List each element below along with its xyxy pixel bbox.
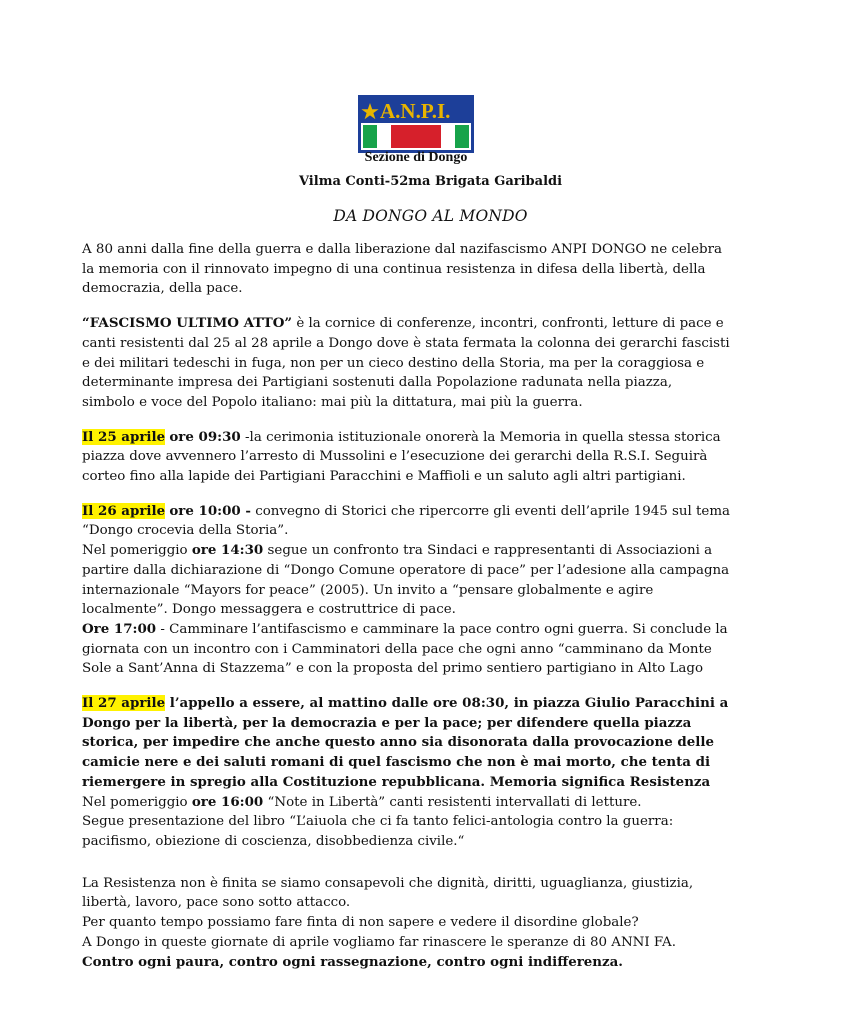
text-line: localmente”. Dongo messaggera e costruttrice di pace. [82,602,456,618]
text-line: determinante impresa dei Partigiani sostenuti dalla Popolazione radunata nella piazza, [82,375,673,391]
text-fragment: “Note in Libertà” canti resistenti intervallati di letture. [263,794,642,810]
text-line: corteo fino alla lapide dei Partigiani Paracchini e Maffioli e un saluto agli altri partigiani. [82,469,686,485]
intro-paragraph [82,240,792,299]
time-label: ore 14:30 [191,542,264,559]
text-line: giornata con un incontro con i Camminatori della pace che ogni anno “camminano da Monte [82,641,712,657]
text-line: storica, per impedire che anche questo anno sia disonorata dalla provocazione delle [82,734,714,751]
text-line: A 80 anni dalla fine della guerra e dalla liberazione dal nazifascismo ANPI DONGO ne celebra [82,242,722,257]
text-line: Dongo per la libertà, per la democrazia e per la pace; per difendere quella piazza [82,714,692,731]
text-line: piazza dove avvennero l’arresto di Mussolini e l’esecuzione dei gerarchi della R.S.I. Seguirà [82,449,708,465]
subtitle: Vilma Conti-52ma Brigata Garibaldi [298,174,563,189]
text-line [82,620,792,640]
closing-paragraph [82,874,792,973]
time-label: Ore 17:00 [82,620,157,637]
anpi-logo [358,95,474,153]
text-fragment: l’appello a essere, al mattino dalle ore 08:30, in piazza Giulio Paracchini a [165,695,729,712]
text-line: simbolo e voce del Popolo italiano: mai più la dittatura, mai più la guerra. [82,394,583,410]
text-line [82,793,792,813]
logo-text: A.N.P.I. [380,99,451,123]
text-fragment: - Camminare l’antifascismo e camminare la pace contro ogni guerra. Si conclude la [156,621,728,637]
text-fragment: Nel pomeriggio [82,794,192,810]
text-line [82,694,792,714]
text-line: internazionale “Mayors for peace” (2005). Un invito a “pensare globalmente e agire [82,582,654,598]
event-title: “FASCISMO ULTIMO ATTO” [82,315,293,332]
text-line: democrazia, della pace. [82,281,243,297]
text-line: libertà, lavoro, pace sono sotto attacco. [82,895,351,911]
text-line: la memoria con il rinnovato impegno di una continua resistenza in difesa della libertà, della [82,261,706,277]
time-label: ore 10:00 - [169,502,251,519]
date-highlight: Il 27 aprile [82,695,166,712]
text-line: camicie nere e dei saluti romani di quel fascismo che non è mai morto, che tenta di [82,754,711,771]
text-line: La Resistenza non è finita se siamo consapevoli che dignità, diritti, uguaglianza, giustizia, [82,875,694,891]
document-body [82,240,792,987]
date-highlight: Il 26 aprile [82,502,166,519]
day-27-paragraph [82,694,792,852]
text-fragment: Nel pomeriggio [82,543,192,559]
text-line [82,314,792,334]
day-25-paragraph [82,428,792,487]
text-line: “Dongo crocevia della Storia”. [82,523,289,539]
text-fragment: segue un confronto tra Sindaci e rappresentanti di Associazioni a [263,543,713,559]
day-26-paragraph [82,502,792,679]
text-fragment: è la cornice di conferenze, incontri, confronti, letture di pace e [292,316,724,332]
text-line: Sole a Sant’Anna di Stazzema” e con la proposta del primo sentiero partigiano in Alto Lago [82,661,704,677]
text-line [82,502,792,522]
text-fragment: -la cerimonia istituzionale onorerà la Memoria in quella stessa storica [240,429,721,445]
text-line: Segue presentazione del libro “L’aiuola che ci fa tanto felici-antologia contro la guerra: [82,814,674,830]
event-overview-paragraph [82,314,792,413]
text-line: riemergere in spregio alla Costituzione repubblicana. Memoria significa Resistenza [82,773,711,790]
date-highlight: Il 25 aprile [82,428,166,445]
time-label: ore 16:00 [191,793,264,810]
document-title: DA DONGO AL MONDO [333,207,528,225]
time-label: ore 09:30 [169,428,241,445]
text-line: e dei militari tedeschi in fuga, non per un cieco destino della Storia, ma per la coraggiosa e [82,355,705,371]
text-line: pacifismo, obiezione di coscienza, disobbedienza civile.“ [82,833,465,849]
text-fragment: convegno di Storici che ripercorre gli eventi dell’aprile 1945 sul tema [250,503,731,519]
closing-statement: Contro ogni paura, contro ogni rassegnazione, contro ogni indifferenza. [82,953,623,970]
logo-caption: Sezione di Dongo [364,150,468,165]
text-line: Per quanto tempo possiamo fare finta di non sapere e vedere il disordine globale? [82,915,639,931]
text-line: A Dongo in queste giornate di aprile vogliamo far rinascere le speranze di 80 ANNI FA. [82,934,676,950]
text-line: canti resistenti dal 25 al 28 aprile a Dongo dove è stata fermata la colonna dei gerarchi fascisti [82,335,730,351]
text-line [82,541,792,561]
text-line: partire dalla dichiarazione di “Dongo Comune operatore di pace” per l’adesione alla campagna [82,562,730,578]
text-line [82,428,792,448]
